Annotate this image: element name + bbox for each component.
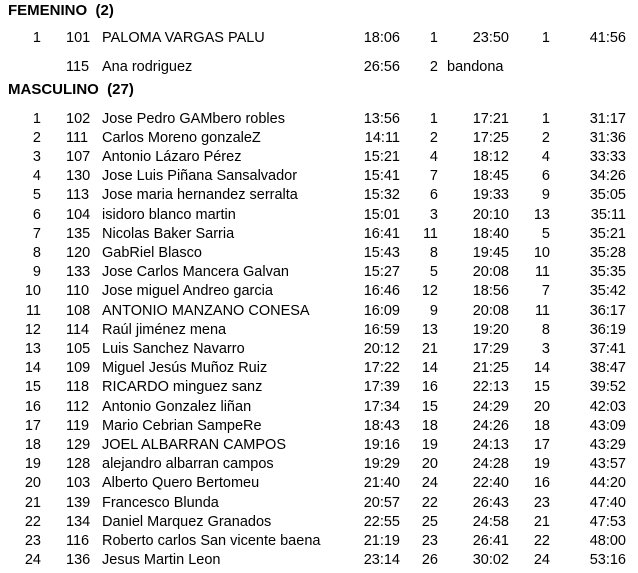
split-position-2: 4 — [541, 148, 550, 165]
table-row — [0, 302, 638, 321]
position: 19 — [24, 456, 41, 473]
bib-number: 136 — [66, 552, 91, 569]
position: 1 — [32, 110, 41, 127]
runner-name: Daniel Marquez Granados — [102, 513, 272, 530]
split-time-1: 20:57 — [363, 494, 400, 511]
total-time: 39:52 — [589, 379, 626, 396]
split-position-1: 20 — [421, 456, 438, 473]
split-position-1: 1 — [429, 30, 438, 46]
split-position-1: 3 — [429, 206, 438, 223]
total-time: 36:17 — [589, 302, 626, 319]
split-position-2: 2 — [541, 129, 550, 146]
bib-number: 109 — [66, 360, 91, 377]
total-time: 31:17 — [589, 110, 626, 127]
split-time-2: 20:10 — [472, 206, 509, 223]
table-row — [0, 551, 638, 570]
total-time: 38:47 — [589, 360, 626, 377]
table-row — [0, 474, 638, 493]
split-position-2: 6 — [541, 168, 550, 185]
bib-number: 113 — [66, 187, 90, 204]
section-title-femenino: FEMENINO (2) — [8, 2, 114, 19]
split-time-2: 17:21 — [472, 110, 509, 127]
bib-number: 135 — [66, 225, 91, 242]
bib-number: 129 — [66, 436, 91, 453]
split-position-2: 9 — [541, 187, 550, 204]
bib-number: 104 — [66, 206, 91, 223]
position: 18 — [24, 436, 41, 453]
split-time-1: 18:06 — [363, 30, 400, 46]
split-position-1: 15 — [421, 398, 438, 415]
split-position-1: 2 — [429, 129, 438, 146]
split-position-1: 5 — [429, 264, 438, 281]
bib-number: 134 — [66, 513, 91, 530]
split-time-2: 19:20 — [472, 321, 509, 338]
split-time-1: 15:27 — [363, 264, 400, 281]
runner-name: Jose Pedro GAMbero robles — [102, 110, 285, 127]
split-position-2: 22 — [533, 532, 550, 549]
total-time: 35:28 — [589, 244, 626, 261]
split-time-1: 16:09 — [363, 302, 400, 319]
bib-number: 128 — [66, 456, 91, 473]
table-row — [0, 398, 638, 417]
split-time-1: 22:55 — [363, 513, 400, 530]
runner-name: JOEL ALBARRAN CAMPOS — [102, 436, 286, 453]
bib-number: 110 — [66, 283, 90, 300]
runner-name: Nicolas Baker Sarria — [102, 225, 235, 242]
table-row — [0, 282, 638, 301]
split-time-1: 18:43 — [363, 417, 400, 434]
total-time: 44:20 — [589, 475, 626, 492]
position: 5 — [32, 187, 41, 204]
table-row — [0, 436, 638, 455]
runner-name: GabRiel Blasco — [102, 244, 202, 261]
runner-name: Alberto Quero Bertomeu — [102, 475, 260, 492]
split-time-2: 19:33 — [472, 187, 509, 204]
split-time-2: 17:25 — [472, 129, 509, 146]
bib-number: 118 — [66, 379, 90, 396]
bib-number: 111 — [66, 129, 89, 146]
total-time: 48:00 — [589, 532, 626, 549]
table-row — [0, 206, 638, 225]
total-time: 47:40 — [589, 494, 626, 511]
table-row — [0, 110, 638, 129]
total-time: 35:35 — [589, 264, 626, 281]
split-position-2: 16 — [533, 475, 550, 492]
total-time: 43:57 — [589, 456, 626, 473]
bib-number: 130 — [66, 168, 91, 185]
split-time-2: 20:08 — [472, 302, 509, 319]
position: 11 — [25, 302, 41, 319]
table-row — [0, 29, 638, 48]
runner-name: Antonio Gonzalez liñan — [102, 398, 252, 415]
split-position-1: 4 — [429, 148, 438, 165]
split-time-1: 16:41 — [363, 225, 400, 242]
position: 4 — [32, 168, 41, 185]
table-row — [0, 340, 638, 359]
split-time-2: 22:13 — [472, 379, 509, 396]
split-time-1: 15:21 — [363, 148, 400, 165]
bib-number: 107 — [66, 148, 91, 165]
position: 22 — [24, 513, 41, 530]
runner-name: Miguel Jesús Muñoz Ruiz — [102, 360, 268, 377]
runner-name: Carlos Moreno gonzaleZ — [102, 129, 261, 146]
status-note: bandona — [447, 59, 504, 75]
split-time-1: 15:43 — [363, 244, 400, 261]
split-time-2: 24:13 — [472, 436, 509, 453]
bib-number: 114 — [66, 321, 90, 338]
table-row — [0, 359, 638, 378]
split-time-1: 14:11 — [364, 129, 400, 146]
runner-name: Antonio Lázaro Pérez — [102, 148, 242, 165]
split-time-2: 18:45 — [472, 168, 509, 185]
split-position-2: 19 — [533, 456, 550, 473]
split-time-2: 26:41 — [472, 532, 509, 549]
split-position-1: 14 — [421, 360, 438, 377]
runner-name: Jose Carlos Mancera Galvan — [102, 264, 289, 281]
split-time-2: 18:40 — [472, 225, 509, 242]
split-time-1: 15:32 — [363, 187, 400, 204]
position: 23 — [24, 532, 41, 549]
split-position-1: 13 — [421, 321, 438, 338]
split-position-2: 3 — [541, 340, 550, 357]
split-position-2: 7 — [541, 283, 550, 300]
runner-name: Jesus Martin Leon — [102, 552, 221, 569]
table-row — [0, 417, 638, 436]
bib-number: 105 — [66, 340, 91, 357]
runner-name: ANTONIO MANZANO CONESA — [102, 302, 310, 319]
table-row — [0, 186, 638, 205]
split-time-1: 19:16 — [363, 436, 400, 453]
position: 3 — [32, 148, 41, 165]
table-row — [0, 532, 638, 551]
total-time: 36:19 — [589, 321, 626, 338]
split-time-2: 24:28 — [472, 456, 509, 473]
split-time-1: 17:34 — [363, 398, 400, 415]
split-position-2: 10 — [533, 244, 550, 261]
position: 20 — [24, 475, 41, 492]
table-row — [0, 167, 638, 186]
table-row — [0, 321, 638, 340]
bib-number: 108 — [66, 302, 91, 319]
split-position-1: 24 — [421, 475, 438, 492]
total-time: 53:16 — [589, 552, 626, 569]
total-time: 34:26 — [589, 168, 626, 185]
split-time-2: 24:26 — [472, 417, 509, 434]
runner-name: isidoro blanco martin — [102, 206, 236, 223]
runner-name: Jose miguel Andreo garcia — [102, 283, 273, 300]
split-time-1: 15:01 — [363, 206, 400, 223]
runner-name: Francesco Blunda — [102, 494, 219, 511]
bib-number: 112 — [66, 398, 90, 415]
split-time-2: 18:56 — [472, 283, 509, 300]
split-position-2: 8 — [541, 321, 550, 338]
position: 16 — [24, 398, 41, 415]
position: 17 — [24, 417, 41, 434]
bib-number: 119 — [66, 417, 90, 434]
bib-number: 133 — [66, 264, 91, 281]
total-time: 43:09 — [589, 417, 626, 434]
bib-number: 120 — [66, 244, 91, 261]
total-time: 42:03 — [589, 398, 626, 415]
runner-name: Jose maria hernandez serralta — [102, 187, 298, 204]
split-time-1: 16:59 — [363, 321, 400, 338]
split-position-1: 6 — [429, 187, 438, 204]
position: 24 — [24, 552, 41, 569]
position: 14 — [24, 360, 41, 377]
position: 9 — [32, 264, 41, 281]
split-position-2: 14 — [533, 360, 550, 377]
split-position-1: 8 — [429, 244, 438, 261]
split-position-1: 12 — [421, 283, 438, 300]
total-time: 35:11 — [590, 206, 626, 223]
split-position-2: 11 — [534, 302, 550, 319]
split-time-1: 21:19 — [363, 532, 400, 549]
table-row — [0, 378, 638, 397]
split-position-1: 21 — [421, 340, 438, 357]
runner-name: RICARDO minguez sanz — [102, 379, 263, 396]
split-time-1: 13:56 — [363, 110, 400, 127]
split-position-2: 24 — [533, 552, 550, 569]
runner-name: PALOMA VARGAS PALU — [102, 30, 265, 46]
bib-number: 103 — [66, 475, 91, 492]
table-row — [0, 244, 638, 263]
total-time: 43:29 — [589, 436, 626, 453]
position: 21 — [24, 494, 41, 511]
total-time: 31:36 — [589, 129, 626, 146]
split-time-1: 16:46 — [363, 283, 400, 300]
runner-name: Mario Cebrian SampeRe — [102, 417, 262, 434]
split-time-2: 26:43 — [472, 494, 509, 511]
total-time: 37:41 — [589, 340, 626, 357]
position: 10 — [24, 283, 41, 300]
split-time-2: 30:02 — [472, 552, 509, 569]
total-time: 47:53 — [589, 513, 626, 530]
split-position-1: 26 — [421, 552, 438, 569]
split-time-2: 17:29 — [472, 340, 509, 357]
split-position-2: 11 — [534, 264, 550, 281]
bib-number: 139 — [66, 494, 91, 511]
split-time-1: 26:56 — [363, 59, 400, 75]
table-row — [0, 129, 638, 148]
split-position-1: 22 — [421, 494, 438, 511]
table-row — [0, 455, 638, 474]
split-position-2: 21 — [533, 513, 550, 530]
split-time-2: 20:08 — [472, 264, 509, 281]
split-position-1: 2 — [429, 59, 438, 75]
split-position-1: 9 — [429, 302, 438, 319]
split-time-1: 17:22 — [363, 360, 400, 377]
split-position-1: 23 — [421, 532, 438, 549]
split-position-1: 16 — [421, 379, 438, 396]
split-position-2: 17 — [533, 436, 550, 453]
split-position-2: 15 — [533, 379, 550, 396]
split-time-1: 21:40 — [363, 475, 400, 492]
section-title-masculino: MASCULINO (27) — [8, 81, 134, 98]
split-position-2: 5 — [541, 225, 550, 242]
position: 6 — [32, 206, 41, 223]
split-position-2: 13 — [533, 206, 550, 223]
table-row — [0, 263, 638, 282]
table-row — [0, 513, 638, 532]
split-position-1: 19 — [421, 436, 438, 453]
split-position-2: 20 — [533, 398, 550, 415]
split-time-1: 19:29 — [363, 456, 400, 473]
split-time-1: 20:12 — [363, 340, 400, 357]
runner-name: Roberto carlos San vicente baena — [102, 532, 321, 549]
split-time-2: 22:40 — [472, 475, 509, 492]
total-time: 35:21 — [589, 225, 626, 242]
position: 12 — [24, 321, 41, 338]
bib-number: 101 — [66, 30, 91, 46]
split-time-2: 24:29 — [472, 398, 509, 415]
split-position-2: 1 — [541, 110, 550, 127]
split-position-1: 7 — [429, 168, 438, 185]
split-position-2: 18 — [533, 417, 550, 434]
split-time-2: 23:50 — [472, 30, 509, 46]
total-time: 35:05 — [589, 187, 626, 204]
split-time-2: 24:58 — [472, 513, 509, 530]
split-position-2: 23 — [533, 494, 550, 511]
runner-name: alejandro albarran campos — [102, 456, 274, 473]
position: 1 — [32, 30, 41, 46]
position: 7 — [32, 225, 41, 242]
split-time-1: 23:14 — [363, 552, 400, 569]
split-position-1: 11 — [422, 225, 438, 242]
split-time-1: 15:41 — [363, 168, 400, 185]
split-position-1: 25 — [421, 513, 438, 530]
position: 15 — [24, 379, 41, 396]
total-time: 41:56 — [589, 30, 626, 46]
position: 8 — [32, 244, 41, 261]
bib-number: 115 — [66, 59, 90, 75]
split-time-1: 17:39 — [363, 379, 400, 396]
runner-name: Jose Luis Piñana Sansalvador — [102, 168, 298, 185]
position: 13 — [24, 340, 41, 357]
split-position-1: 18 — [421, 417, 438, 434]
table-row — [0, 494, 638, 513]
split-position-1: 1 — [429, 110, 438, 127]
table-row — [0, 225, 638, 244]
total-time: 35:42 — [589, 283, 626, 300]
total-time: 33:33 — [589, 148, 626, 165]
split-position-2: 1 — [541, 30, 550, 46]
position: 2 — [32, 129, 41, 146]
split-time-2: 18:12 — [472, 148, 509, 165]
bib-number: 116 — [66, 532, 90, 549]
split-time-2: 19:45 — [472, 244, 509, 261]
runner-name: Luis Sanchez Navarro — [102, 340, 245, 357]
runner-name: Raúl jiménez mena — [102, 321, 227, 338]
runner-name: Ana rodriguez — [102, 59, 193, 75]
table-row — [0, 58, 638, 77]
table-row — [0, 148, 638, 167]
bib-number: 102 — [66, 110, 91, 127]
split-time-2: 21:25 — [472, 360, 509, 377]
